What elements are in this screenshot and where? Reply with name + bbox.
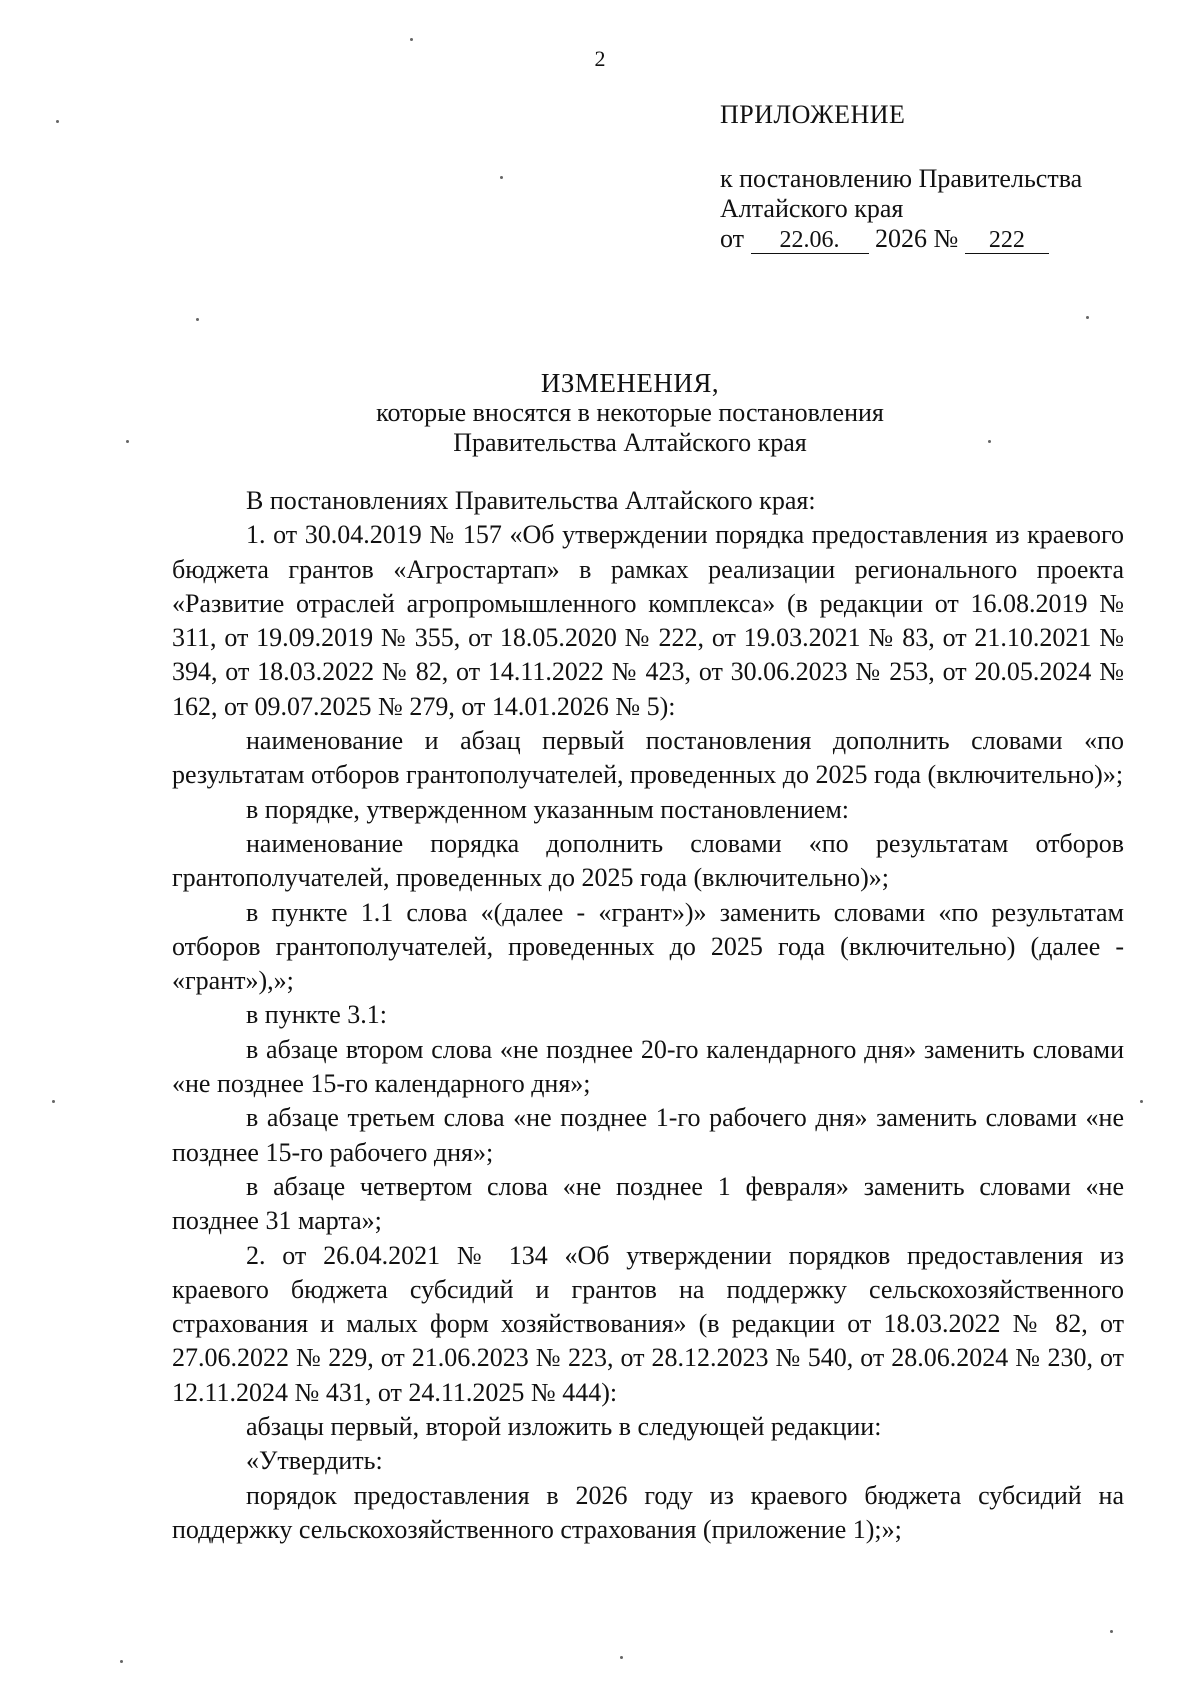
date-value: 22.06.: [751, 227, 869, 254]
paragraph-item-1: 1. от 30.04.2019 № 157 «Об утверждении порядка предоставления из краевого бюджета грантов «Агростартап» в рамках реализации регионального проекта «Развитие отраслей агропромышленного комплекса» (в редакции от 16.08.2019 № 311, от 19.09.2019 № 355, от 18.05.2020 № 222, от 19.03.2021 № 83, от 21.10.2021 № 394, от 18.03.2022 № 82, от 14.11.2022 № 423, от 30.06.2023 № 253, от 20.05.2024 № 162, от 09.07.2025 № 279, от 14.01.2026 № 5):: [172, 520, 1124, 721]
paragraph-amend-name: наименование и абзац первый постановления дополнить словами «по результатам отборов грантополучателей, проведенных до 2025 года (включительно)»;: [172, 726, 1124, 790]
paragraph-abzac-3: в абзаце третьем слова «не позднее 1-го рабочего дня» заменить словами «не позднее 15-го рабочего дня»;: [172, 1103, 1124, 1167]
number-sign: №: [933, 224, 959, 253]
appendix-block: [720, 100, 1160, 254]
paragraph-point-1-1: в пункте 1.1 слова «(далее - «грант»)» заменить словами «по результатам отборов грантополучателей, проведенных до 2025 года (включительно) (далее - «грант»),»;: [172, 897, 1124, 996]
appendix-line-1: к постановлению Правительства: [720, 164, 1083, 193]
paragraph-procedure-name: наименование порядка дополнить словами «по результатам отборов грантополучателей, проведенных до 2025 года (включительно)»;: [172, 828, 1124, 893]
scan-speck: [1086, 316, 1089, 319]
number-value: 222: [965, 227, 1049, 254]
paragraph-poryadok: порядок предоставления в 2026 году из краевого бюджета субсидий на поддержку сельскохозяйственного страхования (приложение 1);»;: [172, 1480, 1124, 1544]
heading-subtitle-1: которые вносятся в некоторые постановления: [376, 398, 884, 427]
document-body: [172, 484, 1124, 1547]
paragraph-abzacy-1-2: абзацы первый, второй изложить в следующей редакции:: [246, 1412, 882, 1442]
date-prefix: от: [720, 224, 745, 253]
paragraph-intro: В постановлениях Правительства Алтайского края:: [246, 486, 816, 515]
page-number: 2: [594, 46, 606, 71]
appendix-line-2: Алтайского края: [720, 194, 904, 223]
paragraph-utverdit: «Утвердить:: [246, 1446, 383, 1476]
paragraph-abzac-2: в абзаце втором слова «не позднее 20-го календарного дня» заменить словами «не позднее 15-го календарного дня»;: [172, 1034, 1124, 1099]
document-heading: [0, 368, 1200, 458]
scan-speck: [988, 440, 991, 443]
scan-speck: [52, 1100, 55, 1103]
scan-speck: [1110, 1630, 1113, 1633]
scan-speck: [56, 120, 59, 123]
year-value: 2026: [875, 224, 928, 253]
scan-speck: [126, 440, 129, 443]
paragraph-abzac-4: в абзаце четвертом слова «не позднее 1 февраля» заменить словами «не позднее 31 марта»;: [172, 1171, 1124, 1236]
paragraph-item-2: 2. от 26.04.2021 № 134 «Об утверждении порядков предоставления из краевого бюджета субсидий и грантов на поддержку сельскохозяйственного страхования и малых форм хозяйствования» (в редакции от 18.03.2022 № 82, от 27.06.2022 № 229, от 21.06.2023 № 223, от 28.12.2023 № 540, от 28.06.2024 № 230, от 12.11.2024 № 431, от 24.11.2025 № 444):: [172, 1240, 1124, 1407]
scan-speck: [120, 1660, 123, 1663]
scan-speck: [500, 176, 503, 179]
appendix-date-line: [720, 224, 1160, 254]
heading-title: ИЗМЕНЕНИЯ,: [540, 368, 720, 398]
scan-speck: [1140, 1100, 1143, 1103]
heading-subtitle-2: Правительства Алтайского края: [453, 428, 807, 457]
appendix-title: ПРИЛОЖЕНИЕ: [720, 100, 906, 129]
scan-speck: [620, 1656, 623, 1659]
scan-speck: [196, 318, 199, 321]
scan-speck: [410, 38, 413, 41]
paragraph-in-procedure: в порядке, утвержденном указанным постановлением:: [246, 794, 850, 824]
paragraph-point-3-1: в пункте 3.1:: [246, 1000, 388, 1030]
